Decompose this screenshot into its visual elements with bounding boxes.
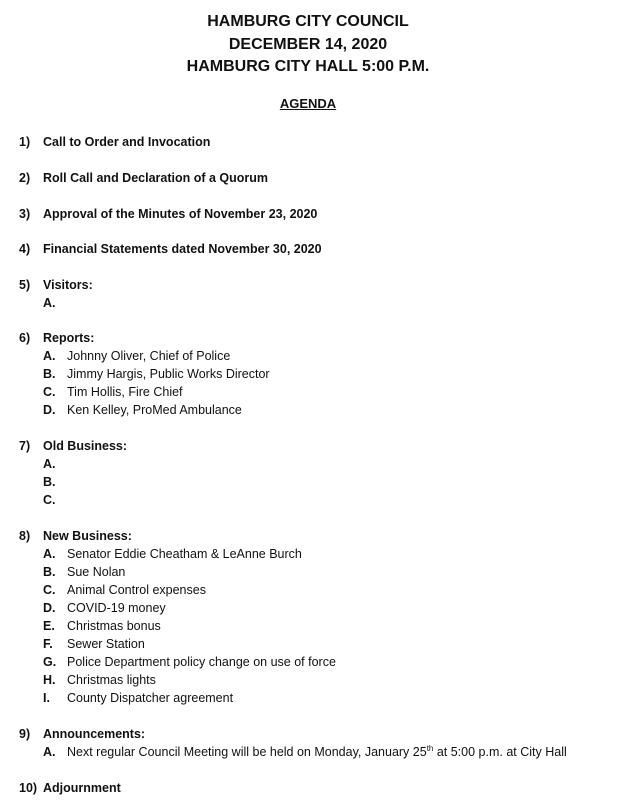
agenda-item-5	[19, 276, 93, 294]
item-label: Announcements:	[43, 727, 146, 741]
item-label: Approval of the Minutes of November 23, 2020	[43, 207, 318, 221]
sub-item-letter: A.	[43, 457, 56, 471]
sub-item	[43, 455, 67, 473]
sub-item	[43, 294, 67, 312]
sub-item	[43, 473, 67, 491]
sub-item-letter: A.	[43, 349, 56, 363]
sub-item-text: Johnny Oliver, Chief of Police	[67, 349, 231, 363]
sub-item	[43, 401, 242, 419]
item-number: 2)	[19, 171, 31, 185]
sub-item-letter: I.	[43, 691, 50, 705]
sub-item-text: Ken Kelley, ProMed Ambulance	[67, 403, 242, 417]
sub-item-letter: B.	[43, 565, 56, 579]
item-number: 8)	[19, 529, 31, 543]
sub-item-letter: B.	[43, 367, 56, 381]
sub-item-letter: A.	[43, 547, 56, 561]
item-number: 9)	[19, 727, 31, 741]
item-number: 5)	[19, 278, 31, 292]
sub-item	[43, 635, 145, 653]
sub-item-text: Sewer Station	[67, 637, 145, 651]
sub-item	[43, 347, 230, 365]
sub-item-text: Next regular Council Meeting will be held on Monday, January 25th at 5:00 p.m. at City Hall	[67, 743, 567, 759]
agenda-item-4	[19, 240, 322, 258]
sub-item	[43, 671, 156, 689]
item-label: Old Business:	[43, 439, 128, 453]
sub-item	[43, 743, 567, 761]
sub-item-letter: F.	[43, 637, 53, 651]
council-name: HAMBURG CITY COUNCIL	[207, 13, 409, 30]
item-number: 6)	[19, 331, 31, 345]
item-label: Call to Order and Invocation	[43, 135, 211, 149]
sub-item-text: Jimmy Hargis, Public Works Director	[67, 367, 270, 381]
sub-item-text: Tim Hollis, Fire Chief	[67, 385, 183, 399]
sub-item-text: County Dispatcher agreement	[67, 691, 234, 705]
agenda-item-10	[19, 779, 121, 797]
item-label: Financial Statements dated November 30, 2020	[43, 242, 322, 256]
sub-item-text: Animal Control expenses	[67, 583, 206, 597]
sub-item	[43, 365, 270, 383]
agenda-item-6	[19, 329, 94, 347]
sub-item-text: Senator Eddie Cheatham & LeAnne Burch	[67, 547, 302, 561]
sub-item	[43, 599, 166, 617]
sub-item-letter: C.	[43, 385, 56, 399]
sub-item	[43, 689, 233, 707]
sub-item-letter: C.	[43, 583, 56, 597]
sub-item-letter: B.	[43, 475, 56, 489]
agenda-item-3	[19, 205, 317, 223]
item-label: New Business:	[43, 529, 132, 543]
agenda-item-7	[19, 437, 127, 455]
sub-item-letter: D.	[43, 601, 56, 615]
agenda-title: AGENDA	[279, 96, 337, 111]
sub-item-letter: A.	[43, 745, 56, 759]
agenda-item-2	[19, 169, 268, 187]
item-label: Adjournment	[43, 781, 121, 795]
agenda-item-1	[19, 133, 210, 151]
item-number: 1)	[19, 135, 31, 149]
sub-item-letter: E.	[43, 619, 55, 633]
sub-item-letter: C.	[43, 493, 56, 507]
document-header	[0, 11, 616, 79]
meeting-date: DECEMBER 14, 2020	[228, 35, 388, 53]
item-label: Reports:	[43, 331, 95, 345]
sub-item-letter: D.	[43, 403, 56, 417]
sub-item	[43, 653, 336, 671]
item-label: Visitors:	[43, 278, 93, 292]
sub-item-text: Police Department policy change on use of force	[67, 655, 336, 669]
sub-item-text: Christmas bonus	[67, 619, 161, 633]
item-number: 7)	[19, 439, 31, 453]
ordinal-suffix: th	[426, 743, 434, 753]
sub-item-letter: G.	[43, 655, 57, 669]
item-number: 3)	[19, 207, 31, 221]
sub-item-text: Sue Nolan	[67, 565, 126, 579]
sub-item	[43, 383, 183, 401]
sub-item-letter: A.	[43, 296, 56, 310]
agenda-item-9	[19, 725, 145, 743]
sub-item	[43, 617, 161, 635]
agenda-item-8	[19, 527, 132, 545]
meeting-location-time: HAMBURG CITY HALL 5:00 P.M.	[186, 58, 430, 75]
item-number: 10)	[19, 781, 38, 795]
sub-item	[43, 491, 67, 509]
item-number: 4)	[19, 242, 31, 256]
sub-item	[43, 563, 125, 581]
sub-item	[43, 581, 206, 599]
item-label: Roll Call and Declaration of a Quorum	[43, 171, 269, 185]
sub-item-text: Christmas lights	[67, 673, 156, 687]
sub-item	[43, 545, 302, 563]
sub-item-text: COVID-19 money	[67, 601, 166, 615]
sub-item-letter: H.	[43, 673, 56, 687]
